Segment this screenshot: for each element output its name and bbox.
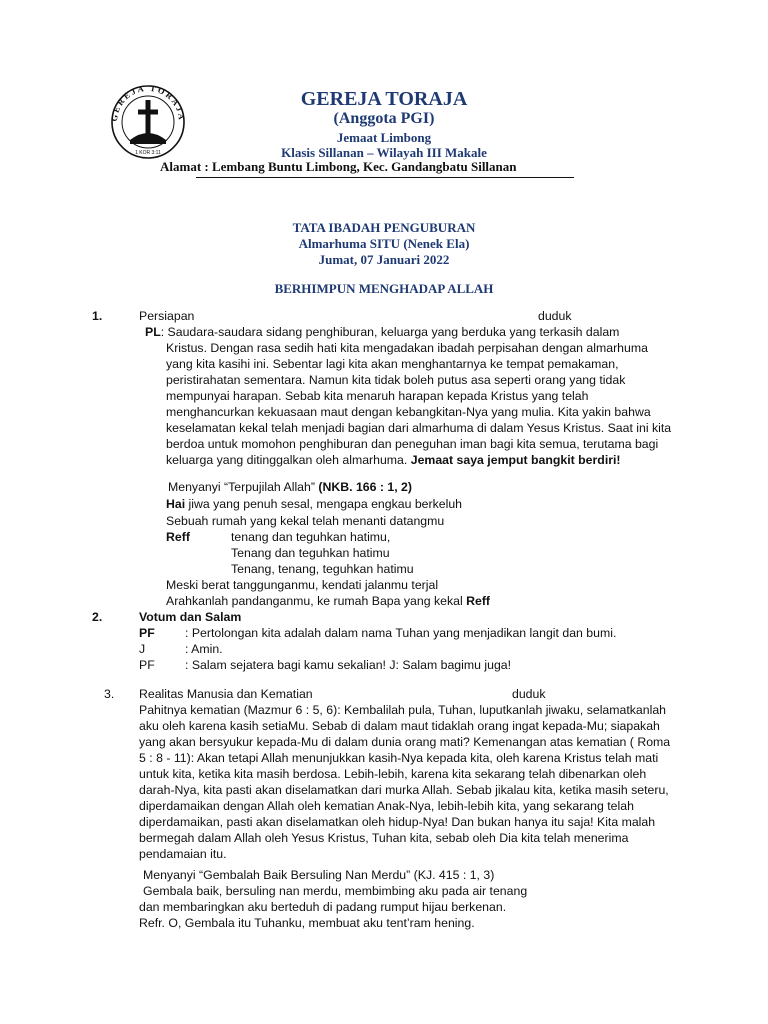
song1-title	[168, 479, 412, 495]
logo-text: GEREJA TORAJA	[108, 82, 188, 123]
song1-verse1	[166, 496, 462, 512]
item3-line: pendamaian itu.	[139, 847, 227, 861]
j-label: J	[139, 642, 146, 656]
member-of: (Anggota PGI)	[333, 110, 435, 127]
pf1-label: PF	[139, 626, 155, 640]
song2-title: Menyanyi “Gembalah Baik Bersuling Nan Merdu” (KJ. 415 : 1, 3)	[143, 868, 495, 882]
reff-line1: tenang dan teguhkan hatimu,	[231, 530, 391, 544]
classis: Klasis Sillanan – Wilayah III Makale	[281, 145, 487, 160]
item3-line: untuk kita, ketika kita masih berdosa. Lebih-lebih, karena kita sekarang telah dibenarkan oleh	[139, 767, 647, 781]
reff-label: Reff	[166, 530, 190, 544]
pl-first-text: : Saudara-saudara sidang penghiburan, keluarga yang berduka yang terkasih dalam	[160, 325, 620, 339]
pl-line: mempunyai harapan. Sebab kita menaruh harapan kepada Kristus yang telah	[166, 389, 589, 403]
pf1-text: : Pertolongan kita adalah dalam nama Tuhan yang menjadikan langit dan bumi.	[185, 626, 617, 640]
pl-line: keselamatan kekal telah menjadi bagian dari almarhuma di dalam Yesus Kristus. Saat ini kita	[166, 421, 672, 435]
pl-instruction: Jemaat saya jemput bangkit berdiri!	[410, 453, 621, 467]
item3-line: aku oleh karena kasih setiaMu. Sebab di dalam maut tidaklah orang ingat kepada-Mu; siapakah	[139, 719, 660, 733]
song1-ref: (NKB. 166 : 1, 2)	[318, 480, 412, 494]
song1-verse3: Meski berat tanggunganmu, kendati jalanmu terjal	[166, 578, 439, 592]
song1-verse4	[166, 593, 490, 609]
item3-paragraph	[139, 702, 670, 862]
pf2-text: : Salam sejatera bagi kamu sekalian! J: Salam bagimu juga!	[185, 658, 512, 672]
song1-v4-text: Arahkanlah pandanganmu, ke rumah Bapa yang kekal	[166, 594, 467, 608]
song1-v4-reff: Reff	[466, 594, 491, 608]
pl-line: Kristus. Dengan rasa sedih hati kita mengadakan ibadah perpisahan dengan almarhuma	[166, 341, 648, 355]
song1-verse2: Sebuah rumah yang kekal telah menanti datangmu	[166, 514, 445, 528]
section-heading: BERHIMPUN MENGHADAP ALLAH	[274, 281, 494, 296]
song1-v1-text: jiwa yang penuh sesal, mengapa engkau berkeluh	[185, 497, 463, 511]
pl-line: berdoa untuk momohon penghiburan dan peneguhan iman bagi kita semua, terutama bagi	[166, 437, 659, 451]
song2-refrain: Refr. O, Gembala itu Tuhanku, membuat aku tent’ram hening.	[139, 916, 475, 930]
item2-number: 2.	[92, 610, 103, 624]
item3-line: 5 : 8 - 11): Akan tetapi Allah menunjukkan kasih-Nya kepada kita, oleh karena Kristus telah mati	[139, 751, 659, 765]
header-rule	[196, 177, 574, 178]
item3-line: yang akan bersyukur kepada-Mu di dalam dunia orang mati? Kemenangan atas kematian ( Roma	[139, 735, 671, 749]
pl-line: peristirahatan sementara. Namun kita tidak boleh putus asa seperti orang yang tidak	[166, 373, 626, 387]
song1-name: Menyanyi “Terpujilah Allah”	[168, 480, 319, 494]
song1-hai: Hai	[166, 497, 186, 511]
item1-posture: duduk	[538, 309, 572, 323]
item3-line: diperdamaikan dengan Allah oleh kematian Anak-Nya, lebih-lebih kita, yang sekarang telah	[139, 799, 634, 813]
item3-line: Pahitnya kematian (Mazmur 6 : 5, 6): Kembalilah pula, Tuhan, luputkanlah jiwaku, selamatkanlah	[139, 703, 667, 717]
item3-line: darah-Nya, kita pasti akan diselamatkan dari murka Allah. Sebab jikalau kita, ketika masih seteru,	[139, 783, 669, 797]
congregation: Jemaat Limbong	[336, 130, 432, 145]
deceased-name: Almarhuma SITU (Nenek Ela)	[298, 236, 470, 251]
liturgy-title: TATA IBADAH PENGUBURAN	[292, 220, 476, 235]
item3-line: bermegah dalam Allah oleh Yesus Kristus, Tuhan kita, sebab oleh Dia kita telah menerima	[139, 831, 629, 845]
song2-line1: Gembala baik, bersuling nan merdu, membimbing aku pada air tenang	[143, 884, 528, 898]
pl-line-last	[166, 452, 671, 468]
church-name: GEREJA TORAJA	[300, 88, 468, 110]
song2-line2: dan membaringkan aku berteduh di padang rumput hijau berkenan.	[139, 900, 507, 914]
pl-line: menghancurkan kekuasaan maut dengan kebangkitan-Nya yang mulia. Kita yakin bahwa	[166, 405, 651, 419]
item1-title: Persiapan	[139, 309, 195, 323]
j-text: : Amin.	[185, 642, 223, 656]
pl-line: yang kita kasihi ini. Sebentar lagi kita akan menghantarnya ke tempat pemakaman,	[166, 357, 619, 371]
service-date: Jumat, 07 Januari 2022	[318, 252, 450, 267]
reff-line2: Tenang dan teguhkan hatimu	[231, 546, 390, 560]
item3-title: Realitas Manusia dan Kematian	[139, 687, 313, 701]
item3-posture: duduk	[512, 687, 546, 701]
item1-number: 1.	[92, 309, 103, 323]
address: Alamat : Lembang Buntu Limbong, Kec. Gandangbatu Sillanan	[160, 159, 517, 174]
pl-paragraph	[166, 340, 671, 468]
item2-title: Votum dan Salam	[139, 610, 242, 624]
pl-label: PL	[145, 325, 161, 339]
pl-line-first	[145, 324, 619, 340]
pl-last-text: keluarga yang ditinggalkan oleh almarhuma.	[166, 453, 411, 467]
pf2-label: PF	[139, 658, 155, 672]
item3-number: 3.	[104, 687, 115, 701]
reff-line3: Tenang, tenang, teguhkan hatimu	[231, 562, 414, 576]
logo-verse: 1 KOR 3:11	[135, 150, 161, 156]
item3-line: diperdamaikan, pasti akan diselamatkan oleh hidup-Nya! Dan bukan hanya itu saja! Kita malah	[139, 815, 656, 829]
